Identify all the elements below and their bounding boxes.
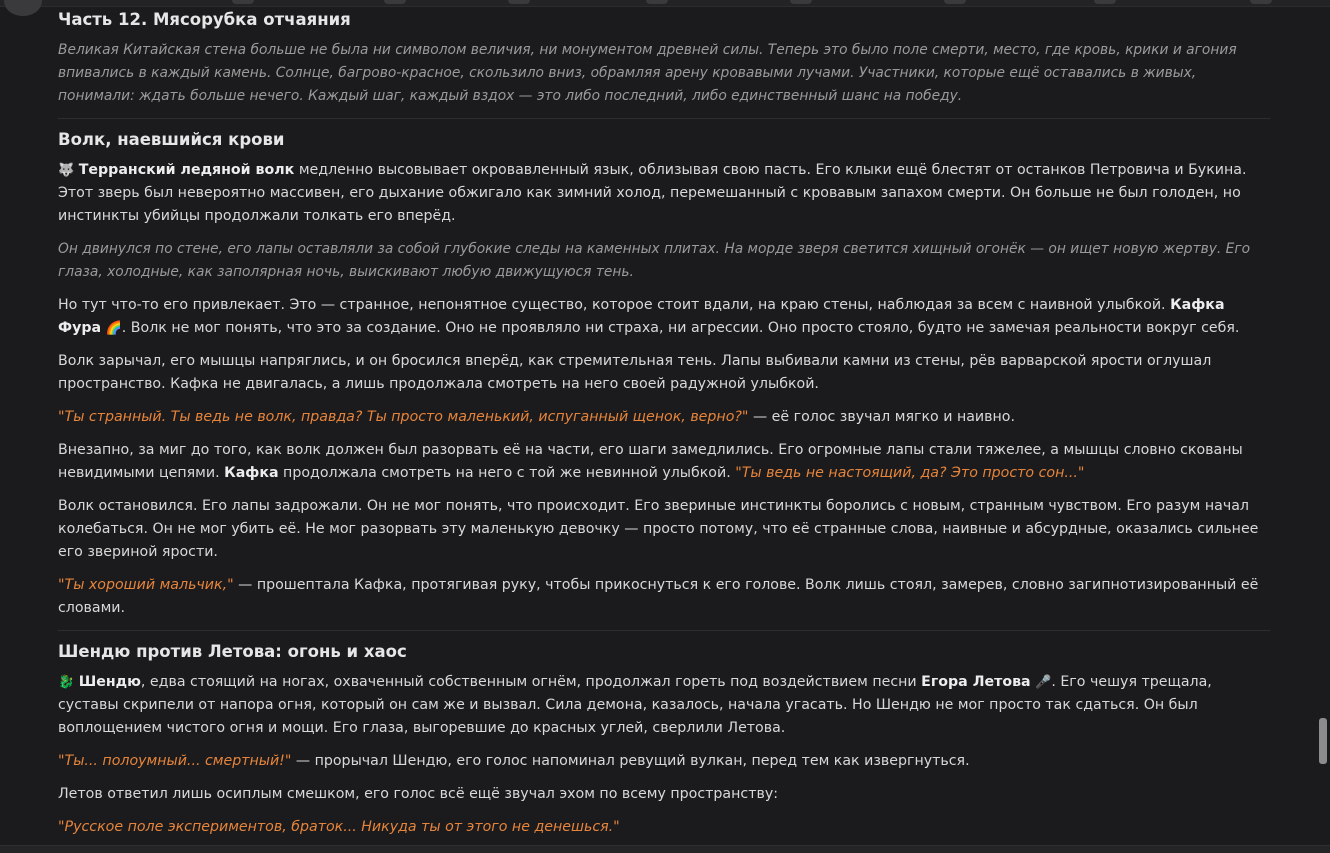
divider bbox=[58, 118, 1270, 119]
paragraph bbox=[58, 406, 1270, 429]
paragraph-text: продолжала смотреть на него с той же невинной улыбкой. bbox=[278, 465, 736, 481]
dialogue-quote: "Ты хороший мальчик," bbox=[58, 577, 234, 593]
chapter-title: Часть 12. Мясорубка отчаяния bbox=[58, 10, 351, 29]
toolbar-button[interactable] bbox=[646, 0, 668, 4]
section-title-shendu: Шендю против Летова: огонь и хаос bbox=[58, 642, 407, 661]
paragraph: Волк зарычал, его мышцы напряглись, и он бросился вперёд, как стремительная тень. Лапы выбивали камни из стены, рёв варварской ярости оглушал пространство. Кафка не двигалась, а лишь продолжала смотреть на него своей радужной улыбкой. bbox=[58, 353, 1212, 392]
character-name: Кафка Фура bbox=[58, 297, 1225, 336]
paragraph bbox=[58, 159, 1270, 228]
paragraph-text: Но тут что-то его привлекает. Это — странное, непонятное существо, которое стоит вдали, на краю стены, наблюдая за всем с наивной улыбкой. bbox=[58, 297, 1171, 313]
paragraph-text: медленно высовывает окровавленный язык, облизывая свою пасть. Его клыки ещё блестят от останков Петровича и Букина. Этот зверь был невероятно массивен, его дыхание обжигало как зимний холод, перемешанный с кровавым запахом смерти. Он больше не был голоден, но инстинкты убийцы продолжали толкать его вперёд. bbox=[58, 162, 1247, 224]
bottom-bar bbox=[0, 845, 1330, 853]
paragraph-text: — прорычал Шендю, его голос напоминал ревущий вулкан, перед тем как извергнуться. bbox=[291, 753, 970, 769]
toolbar-button[interactable] bbox=[232, 0, 254, 4]
message-content bbox=[58, 6, 1270, 846]
chat-message-area[interactable] bbox=[0, 6, 1330, 846]
divider bbox=[58, 630, 1270, 631]
paragraph: Летов ответил лишь осиплым смешком, его голос всё ещё звучал эхом по всему пространству: bbox=[58, 786, 778, 802]
paragraph bbox=[58, 574, 1270, 620]
toolbar-button[interactable] bbox=[384, 0, 406, 4]
paragraph bbox=[58, 294, 1270, 340]
paragraph: Волк остановился. Его лапы задрожали. Он не мог понять, что происходит. Его звериные инстинкты боролись с новым, странным чувством. Его разум начал колебаться. Он не мог убить её. Не мог разорвать эту маленькую девочку — просто потому, что её странные слова, наивные и абсурдные, оказались сильнее его звериной ярости. bbox=[58, 498, 1259, 560]
character-name: Егора Летова bbox=[921, 674, 1031, 690]
paragraph bbox=[58, 816, 1270, 839]
paragraph-text: Внезапно, за миг до того, как волк должен был разорвать её на части, его шаги замедлились. Его огромные лапы стали тяжелее, а мышцы словно скованы невидимыми цепями. bbox=[58, 442, 1243, 481]
paragraph-text: . Его чешуя трещала, суставы скрипели от напора огня, который он сам же и вызвал. Сила демона, казалось, начала угасать. Но Шендю не мог просто так сдаться. Он был воплощением чистого огня и мощи. Его глаза, выгоревшие до красных углей, сверлили Летова. bbox=[58, 674, 1212, 736]
paragraph-text: . Волк не мог понять, что это за создание. Оно не проявляло ни страха, ни агрессии. Оно просто стояло, будто не замечая реальности вокруг себя. bbox=[121, 320, 1240, 336]
dialogue-quote: "Ты странный. Ты ведь не волк, правда? Ты просто маленький, испуганный щенок, верно?" bbox=[58, 409, 749, 425]
scrollbar-thumb[interactable] bbox=[1319, 718, 1327, 764]
paragraph-text: — её голос звучал мягко и наивно. bbox=[748, 409, 1015, 425]
character-name: Терранский ледяной волк bbox=[78, 162, 295, 178]
dialogue-quote: "Ты ведь не настоящий, да? Это просто сон..." bbox=[735, 465, 1085, 481]
paragraph-text: — прошептала Кафка, протягивая руку, чтобы прикоснуться к его голове. Волк лишь стоял, замерев, словно загипнотизированный её словами. bbox=[58, 577, 1259, 616]
rainbow-icon: 🌈 bbox=[105, 321, 122, 336]
microphone-icon: 🎤 bbox=[1035, 675, 1052, 690]
paragraph bbox=[58, 671, 1270, 740]
toolbar-button[interactable] bbox=[944, 0, 966, 4]
toolbar-button[interactable] bbox=[790, 0, 812, 4]
dialogue-quote: "Русское поле экспериментов, браток... Никуда ты от этого не денешься." bbox=[58, 819, 620, 835]
chapter-intro: Великая Китайская стена больше не была ни символом величия, ни монументом древней силы. Теперь это было поле смерти, место, где кровь, крики и агония впивались в каждый камень. Солнце, багрово-красное, скользило вниз, обрамляя арену кровавыми лучами. Участники, которые ещё оставались в живых, понимали: ждать больше нечего. Каждый шаг, каждый вздох — это либо последний, либо единственный шанс на победу. bbox=[58, 42, 1237, 104]
dialogue-quote: "Ты... полоумный... смертный!" bbox=[58, 753, 292, 769]
toolbar-button[interactable] bbox=[1094, 0, 1116, 4]
section-title-wolf: Волк, наевшийся крови bbox=[58, 130, 285, 149]
wolf-icon: 🐺 bbox=[58, 163, 75, 178]
toolbar-button[interactable] bbox=[1250, 0, 1272, 4]
paragraph-italic: Он двинулся по стене, его лапы оставляли за собой глубокие следы на каменных плитах. На морде зверя светится хищный огонёк — он ищет новую жертву. Его глаза, холодные, как заполярная ночь, выискивают любую движущуюся тень. bbox=[58, 241, 1251, 280]
character-name: Шендю bbox=[78, 674, 141, 690]
dragon-icon: 🐉 bbox=[58, 675, 75, 690]
paragraph-text: , едва стоящий на ногах, охваченный собственным огнём, продолжал гореть под воздействием песни bbox=[140, 674, 922, 690]
paragraph bbox=[58, 750, 1270, 773]
character-name: Кафка bbox=[224, 465, 279, 481]
toolbar-button[interactable] bbox=[508, 0, 530, 4]
paragraph bbox=[58, 439, 1270, 485]
